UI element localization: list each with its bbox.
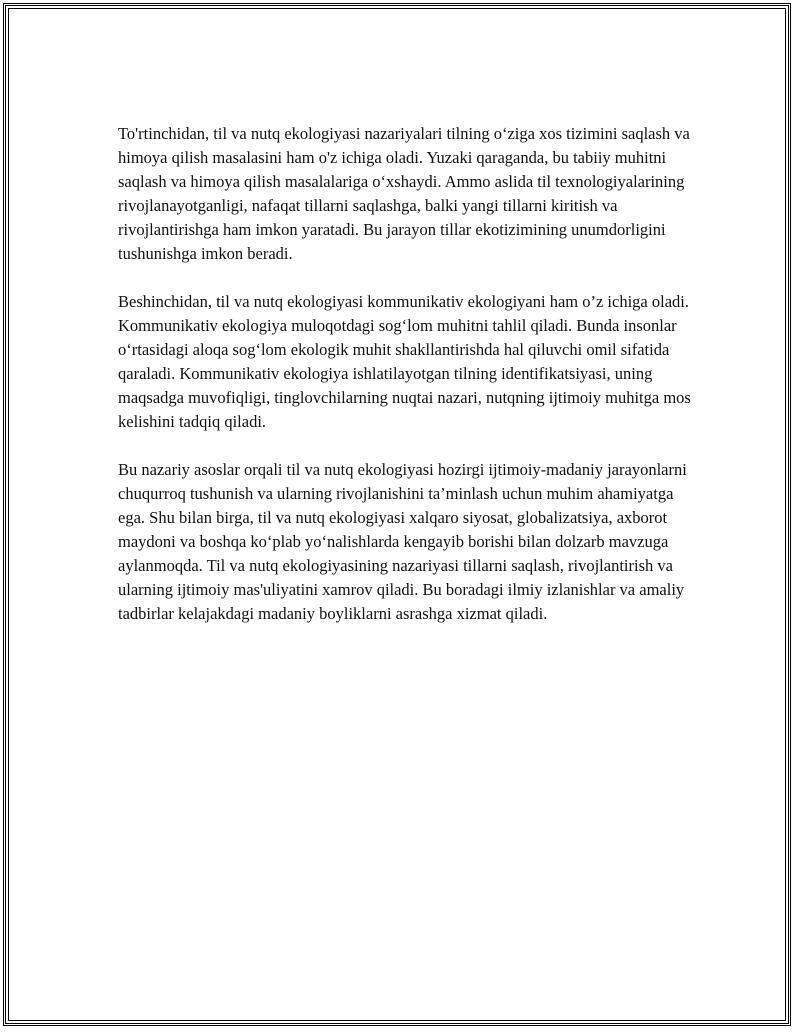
document-body xyxy=(118,122,698,650)
paragraph-2: Beshinchidan, til va nutq ekologiyasi kommunikativ ekologiyani ham o’z ichiga oladi. Kommunikativ ekologiya muloqotdagi sog‘lom muhitni tahlil qiladi. Bunda insonlar o‘rtasidagi aloqa sog‘lom ekologik muhit shakllantirishda hal qiluvchi omil sifatida qaraladi. Kommunikativ ekologiya ishlatilayotgan tilning identifikatsiyasi, uning maqsadga muvofiqligi, tinglovchilarning nuqtai nazari, nutqning ijtimoiy muhitga mos kelishini tadqiq qiladi. xyxy=(118,292,691,431)
paragraph-3: Bu nazariy asoslar orqali til va nutq ekologiyasi hozirgi ijtimoiy-madaniy jarayonlarni chuqurroq tushunish va ularning rivojlanishini ta’minlash uchun muhim ahamiyatga ega. Shu bilan birga, til va nutq ekologiyasi xalqaro siyosat, globalizatsiya, axborot maydoni va boshqa ko‘plab yo‘nalishlarda kengayib borishi bilan dolzarb mavzuga aylanmoqda. Til va nutq ekologiyasining nazariyasi tillarni saqlash, rivojlantirish va ularning ijtimoiy mas'uliyatini xamrov qiladi. Bu boradagi ilmiy izlanishlar va amaliy tadbirlar kelajakdagi madaniy boyliklarni asrashga xizmat qiladi. xyxy=(118,460,687,623)
paragraph-1: To'rtinchidan, til va nutq ekologiyasi nazariyalari tilning o‘ziga xos tizimini saqlash va himoya qilish masalasini ham o'z ichiga oladi. Yuzaki qaraganda, bu tabiiy muhitni saqlash va himoya qilish masalalariga o‘xshaydi. Ammo aslida til texnologiyalarining rivojlanayotganligi, nafaqat tillarni saqlashga, balki yangi tillarni kiritish va rivojlantirishga ham imkon yaratadi. Bu jarayon tillar ekotizimining unumdorligini tushunishga imkon beradi. xyxy=(118,124,690,263)
page-frame xyxy=(3,3,791,1026)
